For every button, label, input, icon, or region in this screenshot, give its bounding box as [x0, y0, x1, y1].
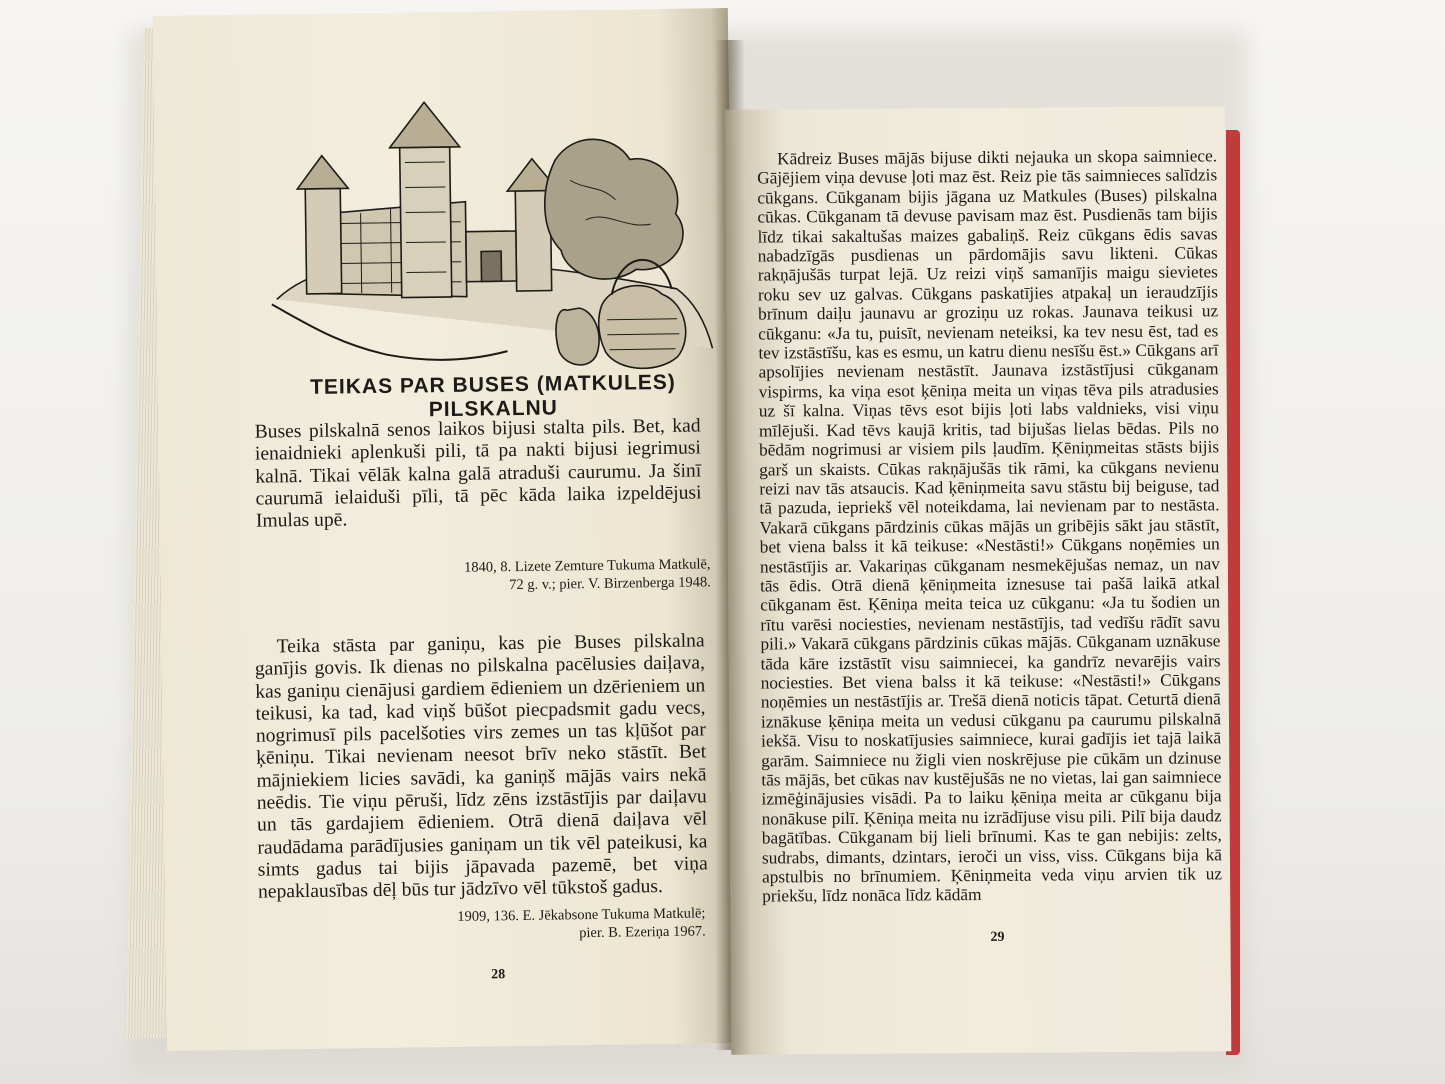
page-title: TEIKAS PAR BUSES (MATKULES) PILSKALNU [309, 370, 676, 422]
page-number-left: 28 [491, 967, 506, 983]
page-number-right: 29 [990, 929, 1005, 945]
citation-2: 1909, 136. E. Jēkabsone Tukuma Matkulē; pier. B. Ezeriņa 1967. [457, 905, 706, 942]
paragraph-2: Teika stāsta par ganiņu, kas pie Buses pilskalna ganījis govis. Ik dienas no pilskalna pacēlusies daiļava, kas ganiņu cienājusi gardiem ēdieniem un dzērieniem un teikusi, ka tad, kad viņš būšot piecpadsmit gadu vecs, nogrimusī pils pacelšoties virs zemes un tas kļūšot par ķēniņu. Tikai nevienam neesot brīv neko stāstīt. Bet mājniekiem licies savādi, ka ganiņš mājās vairs nekā neēdis. Tie viņu pēruši, līdz zēns izstāstījis par daiļavu un tās gardajiem ēdieniem. Otrā dienā daiļava vēl raudādama parādījusies ganiņam un tik vēl pateikusi, ka simts gadus tai bijis jāpavada pazemē, bet viņa nepaklausības dēļ būs tur jādzīvo vēl tūkstoš gadus. [254, 630, 708, 903]
paragraph-1: Buses pilskalnā senos laikos bijusi stalta pils. Bet, kad ienaidnieki aplenkuši pili, tā pa nakti bijusi iegrimusi kalnā. Tikai vēlāk kalna galā atraduši caurumu. Ja šinī caurumā ielaiduši pīli, tā pēc kāda laika izpeldējusi Imulas upē. [254, 415, 702, 532]
castle-illustration [264, 88, 718, 384]
left-page [153, 8, 742, 1051]
citation-1: 1840, 8. Lizete Zemture Tukuma Matkulē, 72 g. v.; pier. V. Birzenberga 1948. [463, 556, 711, 594]
right-page [725, 106, 1232, 1054]
right-paragraph: Kādreiz Buses mājās bijuse dikti nejauka un skopa saimniece. Gājējiem viņa devuse ļoti maz ēst. Reiz pie tās saimnieces salīdzis cūkgans. Cūkganam bijis jāgana uz Matkules (Buses) pilskalna cūkas. Cūkganam tā devuse pavisam maz ēst. Pusdienās tam bijis līdz tikai sakaltušas maizes gabaliņš. Reiz cūkgans ēdis savas nabadzīgās pusdienas un pārdomājis savu likteni. Cūkas rakņājušās turpat lejā. Uz reizi viņš samanījis maigu sievietes roku sev uz galvas. Cūkgans paskatījies atpakaļ un ieraudzījis brīnum daiļu jaunavu ar groziņu uz rokas. Jaunava teikusi uz cūkganu: «Ja tu, puisīt, nevienam neteiksi, ka tev nesu ēst, tad es tev izstāstīšu, kas es esmu, un katru dienu nesīšu ēst.» Cūkgans arī apsolījies nevienam nestāstīt. Jaunava izstāstījusi cūkganam vispirms, ka viņa esot ķēniņa meita un viņas tēva pils atradusies uz šī kalna. Viņas tēvs esot bijis ļoti labs valdnieks, visi viņu mīlējuši. Kad tēvs kaujā kritis, tad bijušas lielas bēdas. Pils no bēdām nogrimusi ar visiem pils ļaudīm. Ķēniņmeitas stāsts bijis garš un skaists. Cūkas rakņājušās tik rāmi, ka cūkgans nevienu reizi nav tās atsaucis. Kad ķēniņmeita savu stāstu bij beiguse, tad tā pazuda, iepriekš vēl noteikdama, lai nevienam par to nestāsta. Vakarā cūkgans pārdzinis cūkas mājās un gribējis sākt jau stāstīt, bet viena balss it kā teikuse: «Nestāsti!» Cūkgans noņēmies un nestāstījis ar. Vakariņas cūkganam nesmekējušas nemaz, un nav tās ēdis. Otrā dienā ķēniņmeita iznesuse tai pašā laikā atkal cūkganam ēst. Ķēniņa meita teica uz cūkganu: «Ja tu šodien un rītu varēsi nociesties, nevienam nestāstījis, tad vedīšu rādīt savu pili.» Vakarā cūkgans pārdzinis cūkas mājās. Cūkganam uznākuse tāda kāre izstāstīt visu saimniecei, ka gandrīz nevarējis vairs nociesties. Bet viena balss it kā teikuse: «Nestāsti!» Cūkgans noņēmies un nestāstījis ar. Trešā dienā noticis tāpat. Ceturtā dienā iznākuse ķēniņa meita un vedusi cūkganu pa caurumu pilskalnā iekšā. Visu to noskatījusies saimniece, kurai gadījis iet tajā laikā garām. Saimniece nu žigli vien noskrējuse pie cūkām un dzinuse tās mājās, bet cūkas nav kustējušās ne no vietas, lai gan saimniece izmēģinājusies visādi. Pa to laiku ķēniņa meita ar cūkganu bija nonākuse pilī. Ķēniņa meita nu izrādījuse visu pili. Pilī bija daudz bagātības. Cūkganam bij lieli brīnumi. Kas te gan nebijis: zelts, sudrabs, dimants, dzintars, ieroči un viss, viss. Cūkgans bija kā apstulbis no brīnumiem. Ķēniņmeita veda viņu arvien tik uz priekšu, līdz nonāca līdz kādām [757, 146, 1223, 906]
